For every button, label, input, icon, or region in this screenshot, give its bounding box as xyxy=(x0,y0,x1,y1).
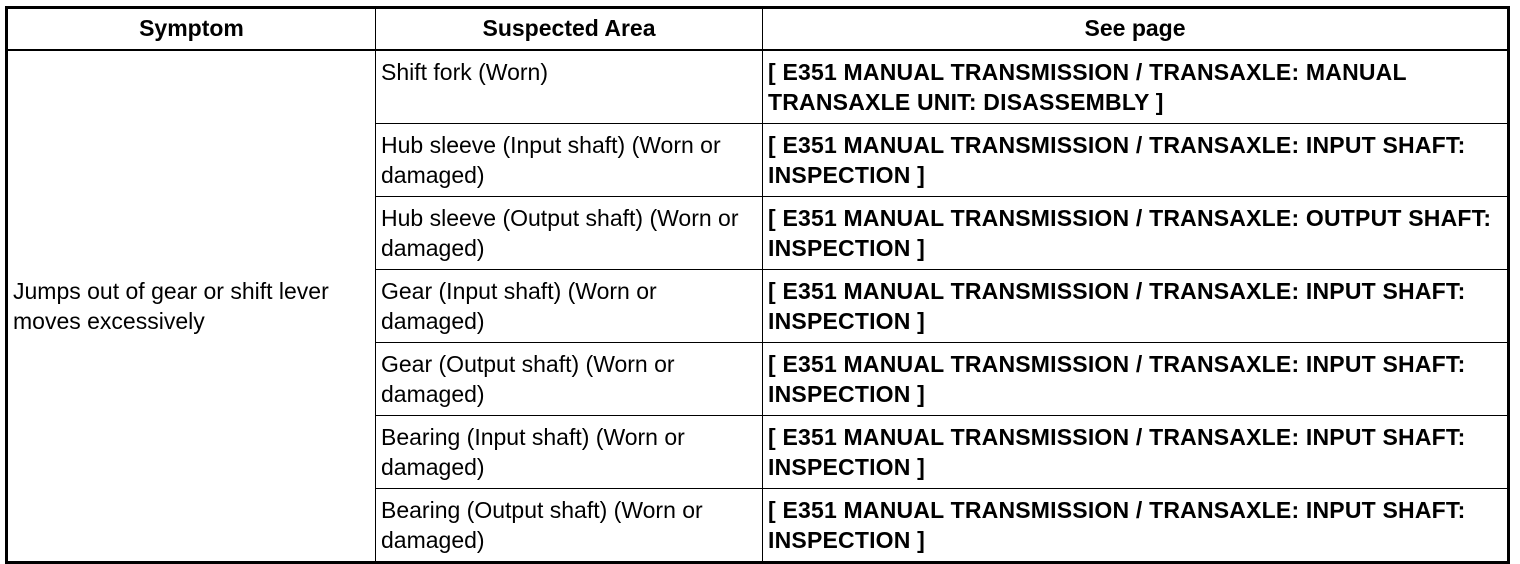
see-page-link[interactable]: [ E351 MANUAL TRANSMISSION / TRANSAXLE: MANUAL TRANSAXLE UNIT: DISASSEMBLY ] xyxy=(763,50,1509,124)
see-page-link[interactable]: [ E351 MANUAL TRANSMISSION / TRANSAXLE: INPUT SHAFT: INSPECTION ] xyxy=(763,489,1509,563)
suspected-area-cell: Shift fork (Worn) xyxy=(376,50,763,124)
table-row xyxy=(7,50,1509,124)
header-see-page: See page xyxy=(763,8,1509,51)
suspected-area-cell: Bearing (Output shaft) (Worn or damaged) xyxy=(376,489,763,563)
see-page-link[interactable]: [ E351 MANUAL TRANSMISSION / TRANSAXLE: INPUT SHAFT: INSPECTION ] xyxy=(763,270,1509,343)
suspected-area-cell: Gear (Input shaft) (Worn or damaged) xyxy=(376,270,763,343)
suspected-area-cell: Gear (Output shaft) (Worn or damaged) xyxy=(376,343,763,416)
table-header-row xyxy=(7,8,1509,51)
suspected-area-cell: Hub sleeve (Output shaft) (Worn or damaged) xyxy=(376,197,763,270)
symptom-cell: Jumps out of gear or shift lever moves excessively xyxy=(7,50,376,563)
see-page-link[interactable]: [ E351 MANUAL TRANSMISSION / TRANSAXLE: INPUT SHAFT: INSPECTION ] xyxy=(763,343,1509,416)
see-page-link[interactable]: [ E351 MANUAL TRANSMISSION / TRANSAXLE: OUTPUT SHAFT: INSPECTION ] xyxy=(763,197,1509,270)
header-symptom: Symptom xyxy=(7,8,376,51)
troubleshooting-table xyxy=(5,6,1510,564)
see-page-link[interactable]: [ E351 MANUAL TRANSMISSION / TRANSAXLE: INPUT SHAFT: INSPECTION ] xyxy=(763,416,1509,489)
suspected-area-cell: Bearing (Input shaft) (Worn or damaged) xyxy=(376,416,763,489)
see-page-link[interactable]: [ E351 MANUAL TRANSMISSION / TRANSAXLE: INPUT SHAFT: INSPECTION ] xyxy=(763,124,1509,197)
suspected-area-cell: Hub sleeve (Input shaft) (Worn or damaged) xyxy=(376,124,763,197)
header-suspected-area: Suspected Area xyxy=(376,8,763,51)
